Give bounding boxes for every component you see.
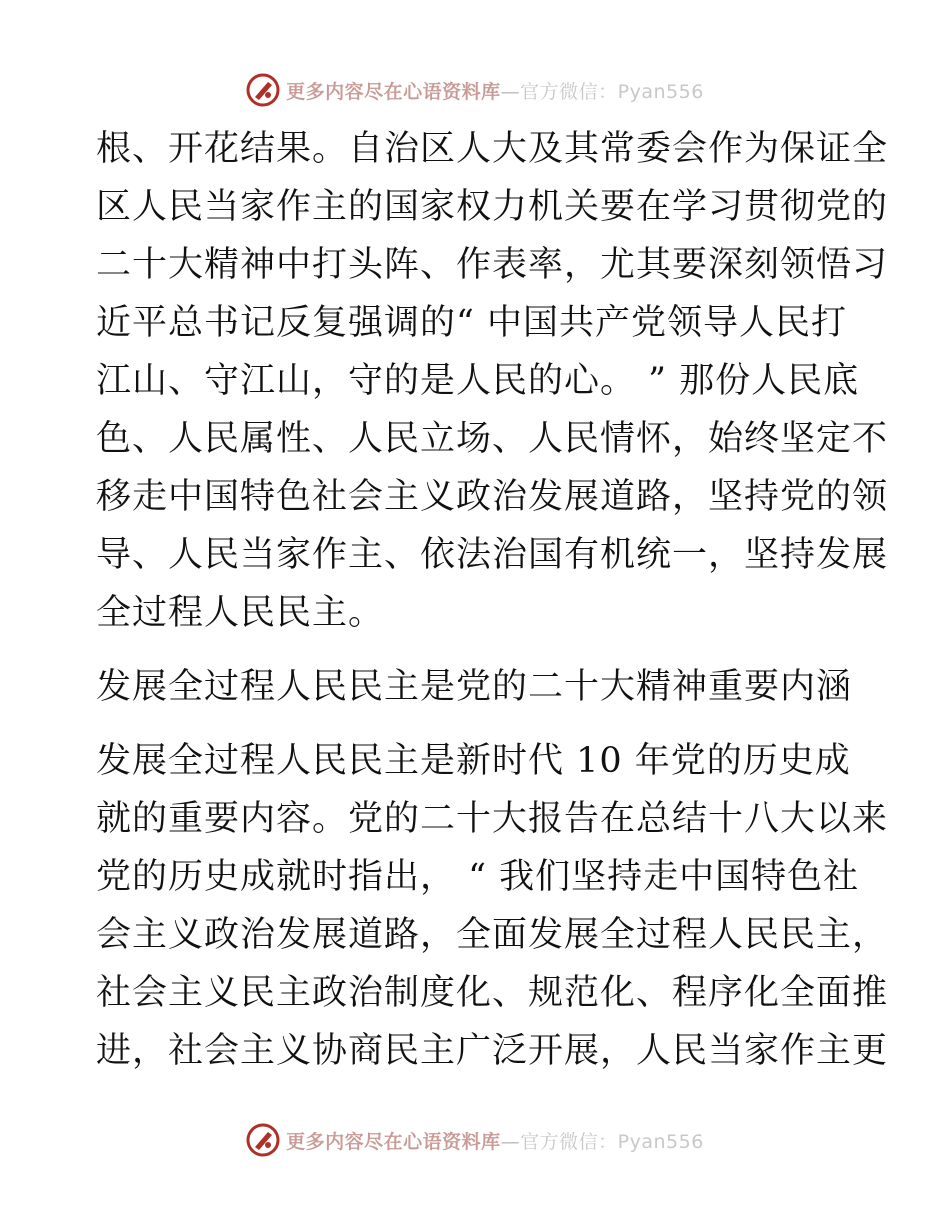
header-banner [0, 72, 950, 108]
document-body [96, 120, 889, 1080]
text-line: 就的重要内容。党的二十大报告在总结十八大以来 [96, 799, 889, 839]
text-line: 根、开花结果。自治区人大及其常委会作为保证全 [96, 129, 889, 169]
text-line: 江山、守江山，守的是人民的心。 ” 那份人民底 [96, 361, 860, 401]
logo-icon [246, 73, 280, 107]
paragraph-1 [96, 120, 889, 642]
text-line: 色、人民属性、人民立场、人民情怀，始终坚定不 [96, 419, 889, 459]
banner-dash: — [500, 80, 521, 103]
banner-text [286, 77, 704, 104]
text-line: 二十大精神中打头阵、作表率，尤其要深刻领悟习 [96, 245, 889, 285]
text-line: 发展全过程人民民主是新时代 10 年党的历史成 [96, 741, 851, 781]
text-line: 移走中国特色社会主义政治发展道路，坚持党的领 [96, 477, 889, 517]
text-line: 进，社会主义协商民主广泛开展，人民当家作主更 [96, 1031, 889, 1071]
footer-banner [0, 1122, 950, 1158]
text-line: 全过程人民民主。 [96, 593, 385, 633]
banner-main-text: 更多内容尽在心语资料库 [286, 1130, 501, 1153]
text-line: 会主义政治发展道路，全面发展全过程人民民主， [96, 915, 889, 955]
banner-wechat-text: 官方微信：Pyan556 [520, 80, 704, 103]
banner-wechat-text: 官方微信：Pyan556 [520, 1130, 704, 1153]
banner-text [286, 1127, 704, 1154]
section-heading [96, 658, 856, 716]
text-line: 区人民当家作主的国家权力机关要在学习贯彻党的 [96, 187, 889, 227]
text-line: 近平总书记反复强调的“ 中国共产党领导人民打 [96, 303, 848, 343]
text-line: 导、人民当家作主、依法治国有机统一，坚持发展 [96, 535, 889, 575]
banner-main-text: 更多内容尽在心语资料库 [286, 80, 501, 103]
heading-line: 发展全过程人民民主是党的二十大精神重要内涵 [96, 667, 853, 707]
paragraph-2 [96, 732, 889, 1080]
text-line: 党的历史成就时指出， “ 我们坚持走中国特色社 [96, 857, 860, 897]
logo-icon [246, 1123, 280, 1157]
banner-dash: — [500, 1130, 521, 1153]
text-line: 社会主义民主政治制度化、规范化、程序化全面推 [96, 973, 889, 1013]
